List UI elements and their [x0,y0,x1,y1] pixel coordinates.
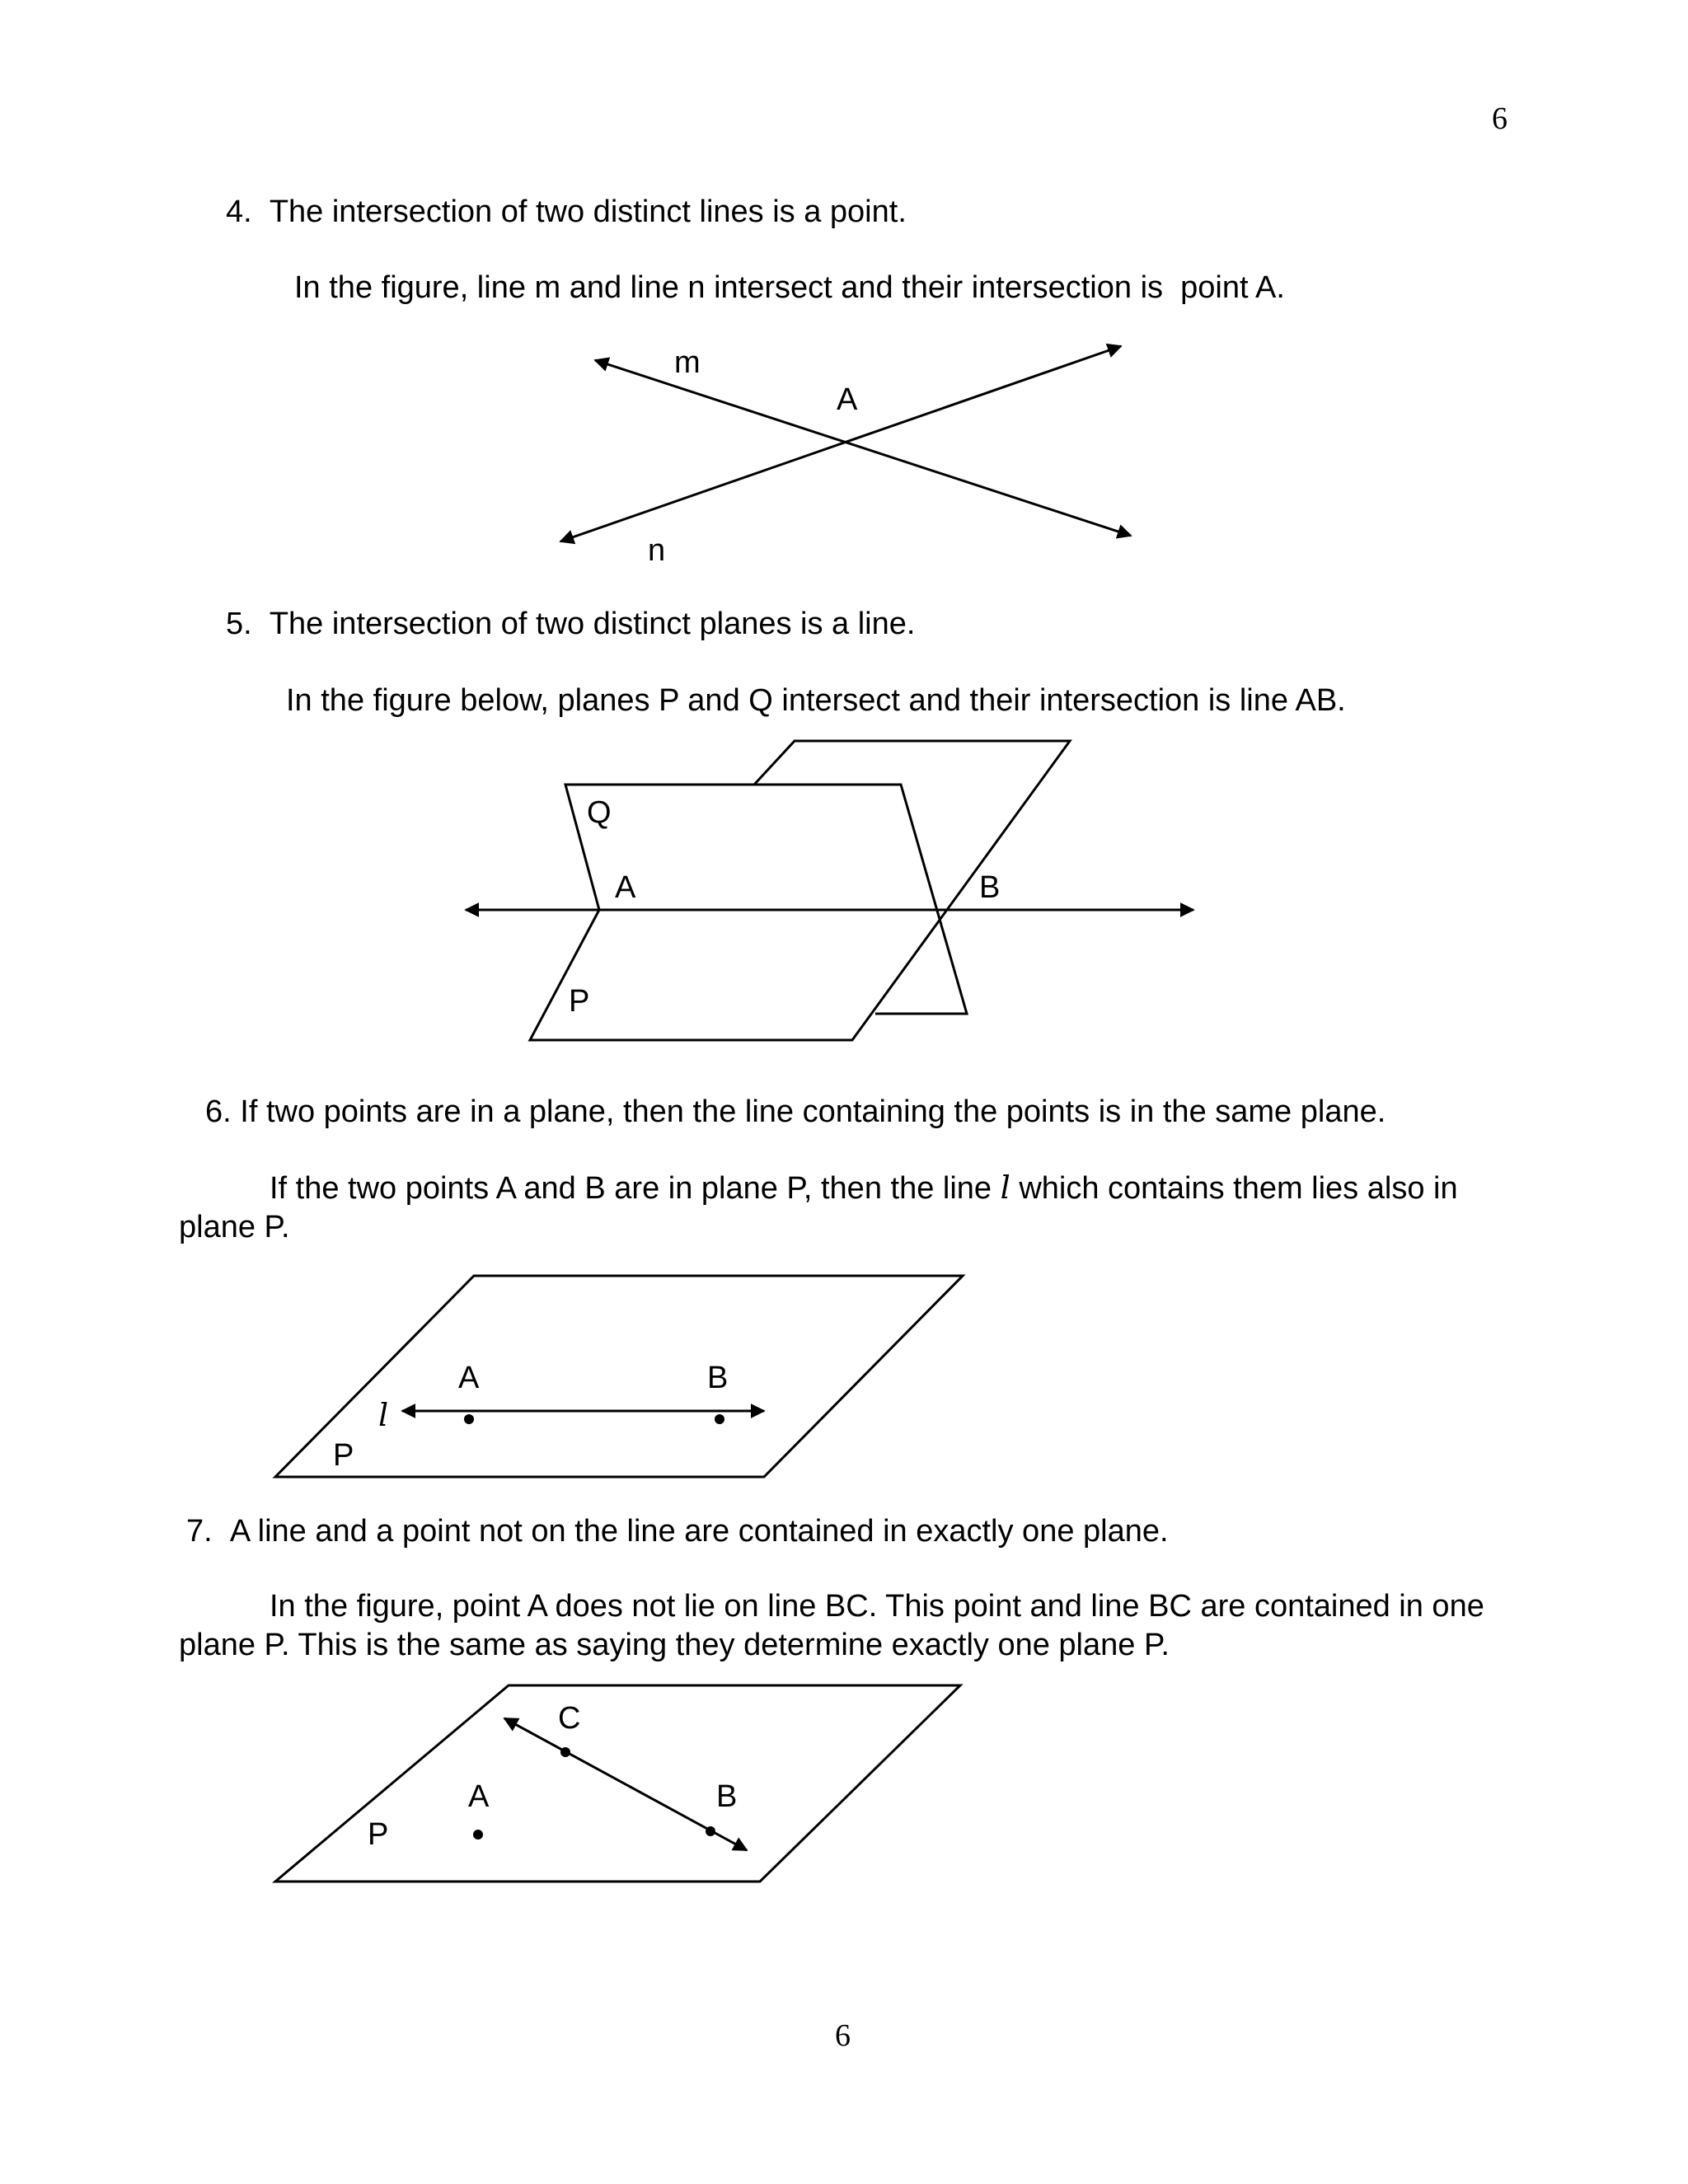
label-point-b: B [707,1361,729,1395]
label-n: n [648,533,666,568]
line-l-symbol: l [1000,1169,1010,1206]
label-line-l: l [378,1397,389,1433]
label-plane-q: Q [587,795,612,830]
item-7-text: A line and a point not on the line are contained in exactly one plane. [229,1514,1169,1549]
item-5-explanation: In the figure below, planes P and Q intersect and their intersection is line AB. [286,683,1346,718]
item-4-number: 4. [226,194,252,229]
label-point-b: B [979,870,1001,905]
item-4-explanation: In the figure, line m and line n intersect and their intersection is point A. [294,270,1285,305]
item-6-text: If two points are in a plane, then the line containing the points is in the same plane. [240,1094,1386,1129]
plane-p-outline [275,1685,960,1882]
item-6-number: 6. [205,1094,232,1129]
label-point-a: A [468,1779,490,1814]
label-plane-p: P [333,1438,354,1473]
label-plane-p: P [569,984,590,1019]
label-point-b: B [716,1779,738,1814]
label-plane-p: P [368,1817,389,1852]
footer-page-number: 6 [835,2018,851,2053]
item-6-explanation-end: which contains them lies also in plane P. [179,1171,1458,1244]
point-c-dot [560,1747,570,1757]
label-m: m [674,345,701,380]
item-4-text: The intersection of two distinct lines is a point. [269,194,907,229]
label-point-a: A [837,382,858,417]
point-a-dot [473,1830,483,1840]
label-point-a: A [458,1361,480,1395]
item-7-number: 7. [186,1514,213,1549]
label-point-a: A [615,870,636,905]
item-5-number: 5. [226,607,252,641]
item-7-explanation-text: In the figure, point A does not lie on line BC. This point and line BC are contained in one plane P. This is the same as saying they determine exactly one plane P. [179,1589,1484,1662]
header-page-number: 6 [1492,101,1507,136]
label-point-c: C [558,1701,581,1736]
point-b-dot [706,1826,715,1836]
item-5-text: The intersection of two distinct planes is a line. [269,607,916,641]
item-6-explanation-start: If the two points A and B are in plane P, then the line [270,1171,992,1206]
